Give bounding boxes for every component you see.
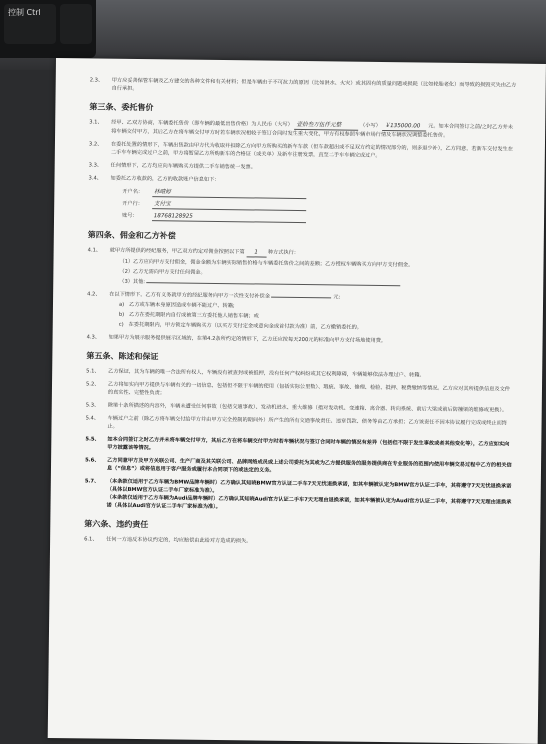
clause-3-4: 3.4、 如委托乙方收款的，乙方的收款账户信息如下： [88,175,220,184]
price-lower-field: ￥135000.00 [382,122,426,132]
clause-4-2: 4.2、 在以下情形下，乙方有义务就甲方的经纪服务向甲方一次性支付补偿金 元: a) 乙方或车辆本身原因造成车辆不能过户、转籍; b) 乙方在委托期限内自行或被第三方委托他人销售车辆；或 c) 在委托期限内，甲方锁定车辆购买方（以买方支付定金或意向金或首付款为准）前，乙方撤销委托的。 [87,290,515,333]
bank-row: 开户行： 支付宝 [122,200,516,214]
account-number-field: 18768128925 [152,212,306,223]
commission-option-field: 1 [246,248,266,257]
account-name-field: 林晴婷 [152,188,306,199]
commission-option-3: （3）其他: [119,278,515,291]
case-a: a) 乙方或车辆本身原因造成车辆不能过户、转籍; [118,301,235,310]
account-number-row: 账号： 18768128925 [122,212,516,226]
clause-5-2: 5.2、 乙方将如实向甲方提供与车辆有关的一切信息，包括但不限于车辆的使用（包括实际公里数）、瑕疵、事故、修理、检验、抵押、税费缴纳等情况。乙方应对其所提供信息及文件的真实性、完整性负责； [85,381,511,397]
clause-5-1: 5.1、 乙方保证，其为车辆的唯一合法所有权人，车辆没有被查封或被抵押，没有任何产权纠纷或其它权利障碍，车辆能够依法办理过户、转籍。 [86,368,425,379]
bank-field: 支付宝 [152,200,306,211]
clause-5-5: 5.5、 如本合同签订之时乙方并未将车辆交付甲方，其后乙方在将车辆交付甲方时若车辆状况与签订合同时车辆的情况有差异（包括但不限于发生事故或者其他变化等），乙方应如实向甲方披露该等情况。 [85,436,510,452]
price-upper-field: 壹拾叁万伍仟元整 [294,121,358,131]
clause-4-1: 4.1、 就甲方所提供的经纪服务，甲乙双方约定对佣金按照以下第 1 种方式执行： （1）乙方应向甲方支付佣金，佣金金额为车辆实际销售价格与车辆委托售价之间的差额；乙方授权车辆购买方向甲方支付佣金。 （2）乙方无需向甲方支付任何佣金。 （3）其他: [87,246,515,290]
clause-3-2: 3.2、 在委托处置的情形下，车辆出售款由甲方代为收取并扣除乙方向甲方所购买的新车车款（但车款超出或不足双方约定的情况部分的，则多退少补），乙方同意，若新车交付发生在二手车车辆完成过户之前，甲方将暂留乙方所购新车的合格证（或关单）及新车注册发票，直至二手车车辆完成过户。 [88,141,513,159]
keyboard-key [60,4,92,44]
clause-5-6: 5.6、 乙方同意甲方及甲方关联公司、生产厂商及其关联公司、品牌网络成员或上述公司委托为其或为乙方提供服务的服务提供商在专业服务的范围内使用车辆交易过程中乙方的相关信息（“信息”）或将信息用于客户服务或履行本合同项下的或法定的义务。 [85,457,512,474]
other-field [147,282,401,286]
account-name-row: 开户名： 林晴婷 [122,188,516,202]
compensation-amount-field [272,297,332,299]
section-6-title: 第六条、违约责任 [84,519,149,530]
ctrl-key: 控制 Ctrl [4,4,56,44]
keyboard [0,0,96,58]
clause-4-3: 4.3、 如果甲方为展示服务提供展示区域的，在第4.2条所约定的情形下，乙方还应按每天200元的标准向甲方支付场地使用费。 [86,334,387,345]
clause-5-3: 5.3、 除第十条所描述的内容外，车辆未遭受任何事故（包括交通事故）、发动机进水、重大维修（指对发动机、变速箱、离合器、转向系统、前后大梁或前后防撞梁的维修或更换）。 [85,402,508,414]
clause-2-3: 2.3、 甲方应妥善保管车辆及乙方建交的各种文件和有关材料；但是车辆由于不可抗力的原因（比如洪水、火灾）或其固有的质量问题或损耗（比如轮胎老化）而导致的损毁灭失由乙方自行承担。 [89,77,517,92]
contract-page [48,58,546,744]
section-3-title: 第三条、委托售价 [89,102,154,113]
case-b: b) 乙方在委托期限内自行或被第三方委托他人销售车辆；或 [118,311,259,320]
clause-5-7: 5.7、 （本条款仅适用于乙方车辆为BMW品牌车辆时）乙方确认其知晓BMW官方认证二手车7天无忧退换承诺，如其车辆被认定为BMW官方认证二手车，其将遵守7天无忧退换承诺（具体以BMW官方认证二手车厂家标准为准）。 （本条款仅适用于乙方车辆为Audi品牌车辆时）乙方确认其知晓Audi官方认证二手车7天无理由退换承诺，如其车辆被认定为Audi官方认证二手车，其将遵守7天无理由退换承诺（具体以Audi官方认证二手车厂家标准为准）。 [84,478,512,511]
clause-3-1: 3.1、 经甲、乙双方协商，车辆委托售价（即车辆的最低出售价格）为人民币（大写） 壹拾叁万伍仟元整 （小写） ￥135000.00 元。如本合同签订之前/之时乙方并未将车辆交付甲方，其后乙方在将车辆交付甲方时若车辆状况相较于签订合同时发生重大变化，甲方有权参照车辆市场行情及车辆状况调整委托售价。 [89,119,513,139]
section-4-title: 第四条、佣金和乙方补偿 [87,230,176,241]
clause-6-1: 6.1、 任何一方违反本协议约定的，均应赔偿由此给对方造成的损失。 [84,536,252,545]
commission-option-2: （2）乙方无需向甲方支付任何佣金。 [119,268,206,276]
clause-5-4: 5.4、 车辆过户之前（除乙方将车辆交付给甲方并由甲方完全控制的期间外）所产生的所有交通事故责任、违章罚款、债务等由乙方承担；乙方该责任不因本协议履行完成或终止而终止。 [85,415,508,430]
section-5-title: 第五条、陈述和保证 [86,351,159,362]
clause-3-3: 3.3、 任何情形下，乙方均应向车辆购买方提供二手车销售统一发票。 [88,162,256,171]
case-c: c) 在委托期限内，甲方锁定车辆购买方（以买方支付定金或意向金或首付款为准）前，乙方撤销委托的。 [118,321,363,331]
commission-option-1: （1）乙方应向甲方支付佣金，佣金金额为车辆实际销售价格与车辆委托售价之间的差额；乙方授权车辆购买方向甲方支付佣金。 [119,258,414,269]
